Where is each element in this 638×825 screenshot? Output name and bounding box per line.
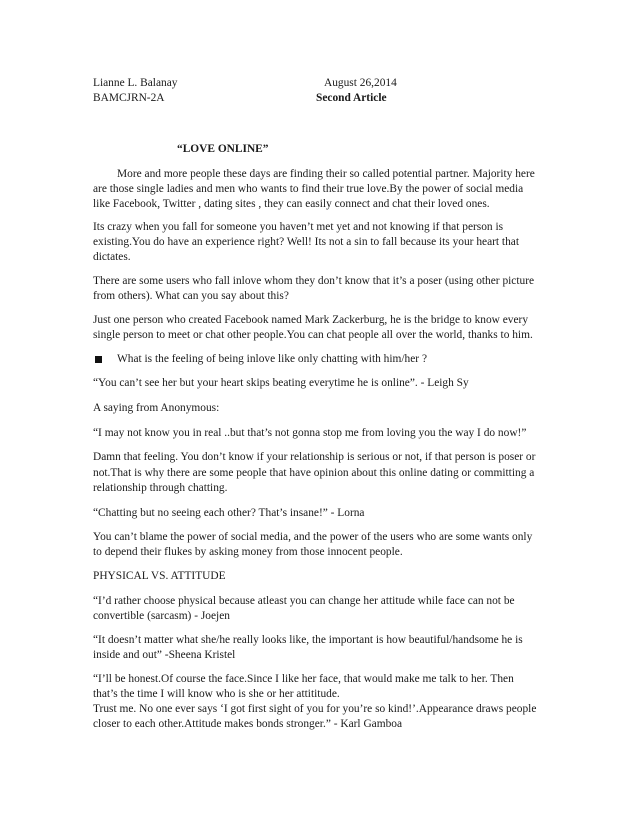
- article-title: “LOVE ONLINE”: [177, 143, 269, 155]
- body-line: There are some users who fall inlove whom they don’t know that it’s a poser (using other picture: [93, 275, 535, 287]
- quote-line: closer to each other.Attitude makes bonds stronger.” - Karl Gamboa: [93, 718, 403, 730]
- quote-line: inside and out” -Sheena Kristel: [93, 649, 236, 661]
- quote-line: “I’d rather choose physical because atleast you can change her attitude while face can not be: [93, 595, 515, 607]
- section-heading: PHYSICAL VS. ATTITUDE: [93, 570, 226, 582]
- body-line: from others). What can you say about this?: [93, 290, 289, 302]
- quote-line: “It doesn’t matter what she/he really looks like, the important is how beautiful/handsome he is: [93, 634, 523, 646]
- quote-line: “I may not know you in real ..but that’s not gonna stop me from loving you the way I do now!”: [93, 427, 527, 439]
- body-line: dictates.: [93, 251, 131, 263]
- body-line: relationship through chatting.: [93, 482, 228, 494]
- quote-line: “You can’t see her but your heart skips beating everytime he is online”. - Leigh Sy: [93, 377, 469, 389]
- body-line: existing.You do have an experience right? Well! Its not a sin to fall because its your heart that: [93, 236, 520, 248]
- body-line: to depend their flukes by asking money from those innocent people.: [93, 546, 403, 558]
- body-line: Just one person who created Facebook named Mark Zackerburg, he is the bridge to know every: [93, 314, 529, 326]
- body-line: You can’t blame the power of social media, and the power of the users who are some wants only: [93, 531, 533, 543]
- quote-line: “I’ll be honest.Of course the face.Since I like her face, that would make me talk to her. Then: [93, 673, 514, 685]
- body-line: like Facebook, Twitter , dating sites , they can easily connect and chat their loved ones.: [93, 198, 490, 210]
- body-line: not.That is why there are some people that have opinion about this online dating or committing a: [93, 467, 535, 479]
- bullet-question: What is the feeling of being inlove like only chatting with him/her ?: [117, 353, 427, 365]
- course-code: BAMCJRN-2A: [93, 92, 165, 104]
- quote-line: “Chatting but no seeing each other? That’s insane!” - Lorna: [93, 507, 365, 519]
- body-line: are those single ladies and men who wants to find their true love.By the power of social media: [93, 183, 524, 195]
- body-line: Its crazy when you fall for someone you haven’t met yet and not knowing if that person is: [93, 221, 504, 233]
- quote-line: that’s the time I will know who is she or her attititude.: [93, 688, 340, 700]
- body-line: single person to meet or chat other people.You can chat people all over the world, thanks to him.: [93, 329, 533, 341]
- quote-line: Trust me. No one ever says ‘I got first sight of you for you’re so kind!’.Appearance draws people: [93, 703, 537, 715]
- body-line: Damn that feeling. You don’t know if your relationship is serious or not, if that person is poser or: [93, 451, 536, 463]
- quote-line: convertible (sarcasm) - Joejen: [93, 610, 230, 622]
- article-label: Second Article: [316, 92, 387, 104]
- article-date: August 26,2014: [324, 77, 397, 89]
- body-line: A saying from Anonymous:: [93, 402, 220, 414]
- author-name: Lianne L. Balanay: [93, 77, 178, 89]
- body-line: More and more people these days are finding their so called potential partner. Majority here: [117, 168, 535, 180]
- square-bullet-icon: [95, 356, 102, 363]
